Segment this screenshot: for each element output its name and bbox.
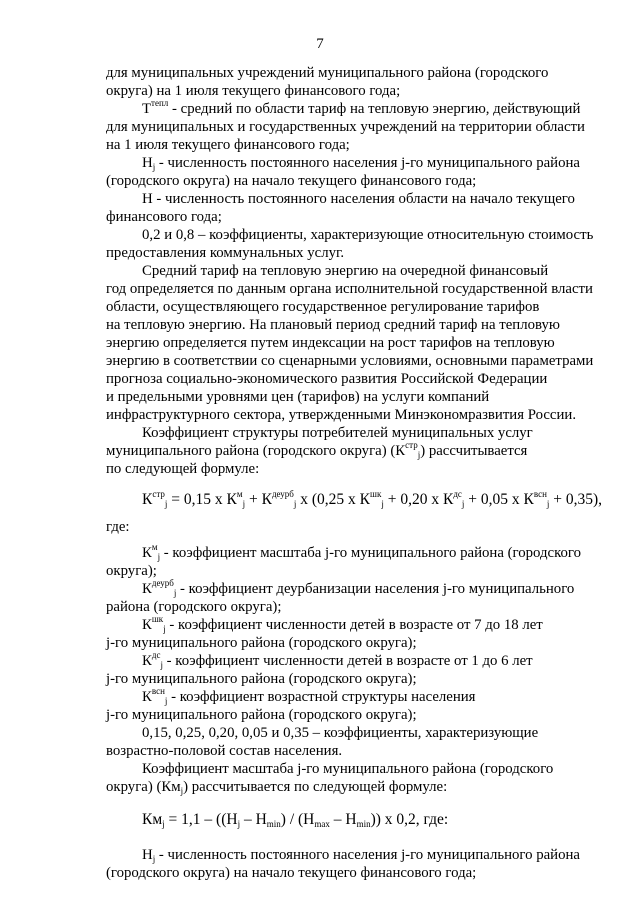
text-line: района (городского округа); — [106, 599, 282, 615]
text-line: 0,2 и 0,8 – коэффициенты, характеризующие относительную стоимость — [142, 227, 594, 243]
text-line: и предельными уровнями цен (тарифов) на услуги компаний — [106, 389, 490, 405]
text-line: муниципального района (городского округа) $(К^{стр}_j)$ рассчитывается — [106, 440, 528, 460]
text-line: (городского округа) на начало текущего финансового года; — [106, 173, 477, 189]
text-line: на тепловую энергию. На плановый период средний тариф на тепловую — [106, 317, 560, 333]
text-line: по следующей формуле: — [106, 461, 260, 477]
text-line: $H_j$ - численность постоянного населения j-го муниципального района — [142, 155, 580, 172]
text-line: $К^{дс}_j$ - коэффициент численности детей в возрасте от 1 до 6 лет — [142, 650, 533, 670]
text-line: инфраструктурного сектора, утвержденными Минэкономразвития России. — [106, 407, 577, 423]
text-line: округа) на 1 июля текущего финансового года; — [106, 83, 401, 99]
text-line: для муниципальных учреждений муниципального района (городского — [106, 65, 549, 81]
text-line: энергию определяется путем индексации на рост тарифов на тепловую — [106, 335, 555, 351]
text-line: предоставления коммунальных услуг. — [106, 245, 345, 261]
text-line: $К^{деурб}_j$ - коэффициент деурбанизации населения j-го муниципального — [142, 578, 575, 598]
text-line: где: — [106, 519, 130, 535]
text-line: округа) $(Км_j)$ рассчитывается по следующей формуле: — [106, 779, 448, 796]
text-line: $К^{шк}_j$ - коэффициент численности детей в возрасте от 7 до 18 лет — [142, 614, 543, 634]
text-line: $Т^{тепл}$ - средний по области тариф на тепловую энергию, действующий — [142, 98, 581, 117]
text-line: j-го муниципального района (городского округа); — [106, 707, 417, 723]
text-line: Коэффициент структуры потребителей муниципальных услуг — [142, 425, 533, 441]
text-line: Средний тариф на тепловую энергию на очередной финансовый — [142, 263, 549, 279]
text-line: j-го муниципального района (городского округа); — [106, 635, 417, 651]
text-line: $H_j$ - численность постоянного населения j-го муниципального района — [142, 847, 580, 864]
text-line: $К^{всн}_j$ - коэффициент возрастной структуры населения — [142, 686, 476, 706]
text-line: год определяется по данным органа исполнительной государственной власти — [106, 281, 593, 297]
text-line: на 1 июля текущего финансового года; — [106, 137, 350, 153]
text-line: (городского округа) на начало текущего финансового года; — [106, 865, 477, 881]
page-number: 7 — [316, 36, 324, 52]
text-line: для муниципальных и государственных учреждений на территории области — [106, 119, 585, 135]
text-line: области, осуществляющего государственное регулирование тарифов — [106, 299, 540, 315]
formula-scale-coefficient: $Км_j = 1,1 - ((H_j - H_{min}) / (H_{max} - H_{min}))$ x 0,2, где: — [142, 811, 449, 829]
text-line: округа); — [106, 563, 157, 579]
text-line: прогноза социально-экономического развития Российской Федерации — [106, 371, 548, 387]
text-line: энергию в соответствии со сценарными условиями, основными параметрами — [106, 353, 594, 369]
text-line: $К^м_j$ - коэффициент масштаба j-го муниципального района (городского — [142, 542, 582, 562]
text-line: j-го муниципального района (городского округа); — [106, 671, 417, 687]
text-line: возрастно-половой состав населения. — [106, 743, 343, 759]
text-line: Н - численность постоянного населения области на начало текущего — [142, 191, 575, 207]
text-line: Коэффициент масштаба j-го муниципального района (городского — [142, 761, 554, 777]
text-line: 0,15, 0,25, 0,20, 0,05 и 0,35 – коэффициенты, характеризующие — [142, 725, 539, 741]
text-line: финансового года; — [106, 209, 222, 225]
formula-structure-coefficient: $К^{стр}_j = 0,15$ x $К^м_j + К^{деурб}_j$ x (0,25 x $К^{шк}_j + 0,20$ x $К^{дс}_j + 0,05$ x $К^{всн}_j + 0,35$), — [142, 489, 603, 509]
